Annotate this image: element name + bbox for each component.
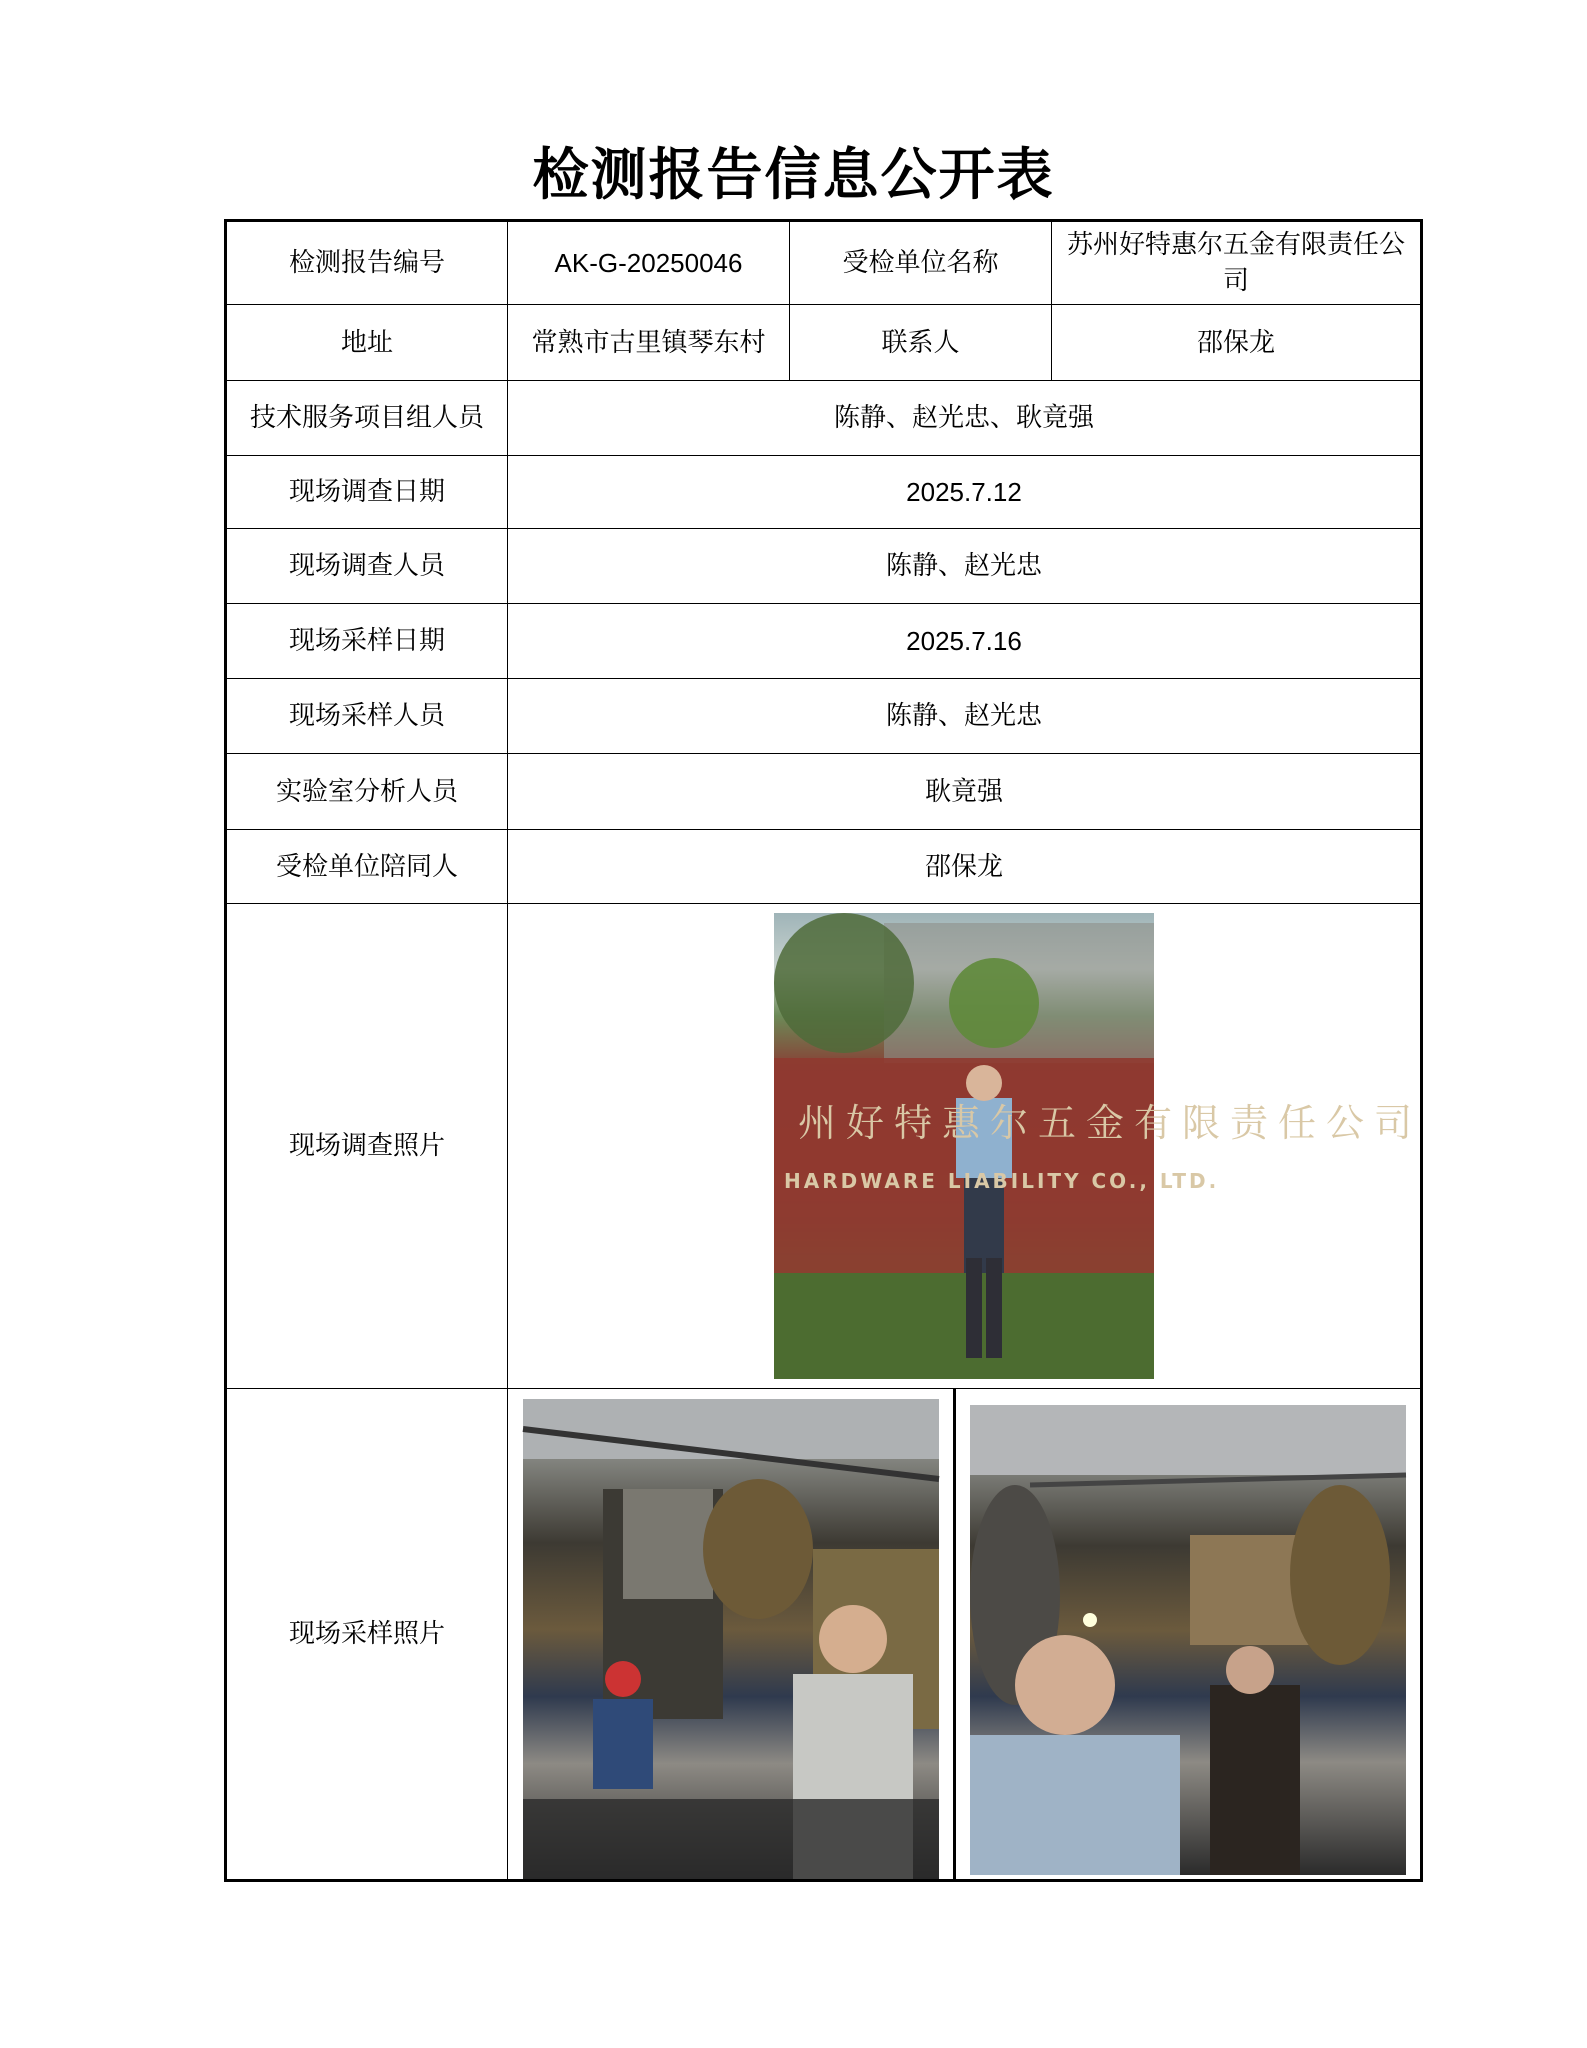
survey-photo-label: 现场调查照片 <box>226 904 508 1389</box>
survey-photo-scene <box>774 913 1154 1379</box>
sampling-photo-right-cell <box>953 1389 1420 1879</box>
page-title: 检测报告信息公开表 <box>532 142 1055 208</box>
sampling-date-label: 现场采样日期 <box>226 604 508 679</box>
unit-name-value: 苏州好特惠尔五金有限责任公司 <box>1052 221 1422 305</box>
sampling-staff-label: 现场采样人员 <box>226 679 508 754</box>
contact-value: 邵保龙 <box>1052 305 1422 381</box>
sampling-photo-cell <box>508 1389 1422 1881</box>
table-row <box>226 1389 1422 1881</box>
table-row <box>226 904 1422 1389</box>
survey-sign-text: 州好特惠尔五金有限责任公司 <box>798 1101 1423 1145</box>
survey-sign-text-en: HARDWARE LIABILITY CO., LTD. <box>784 1169 1220 1193</box>
team-value: 陈静、赵光忠、耿竟强 <box>508 381 1422 456</box>
report-no-label: 检测报告编号 <box>226 221 508 305</box>
report-table <box>224 219 1423 1882</box>
sampling-photo-2 <box>970 1405 1406 1875</box>
sampling-staff-value: 陈静、赵光忠 <box>508 679 1422 754</box>
survey-staff-label: 现场调查人员 <box>226 529 508 604</box>
survey-staff-value: 陈静、赵光忠 <box>508 529 1422 604</box>
unit-name-label: 受检单位名称 <box>790 221 1052 305</box>
sampling-photo-left-cell <box>508 1389 953 1879</box>
survey-photo-cell <box>508 904 1422 1389</box>
sampling-photo-label: 现场采样照片 <box>226 1389 508 1881</box>
survey-date-value: 2025.7.12 <box>508 456 1422 529</box>
table-row <box>226 604 1422 679</box>
survey-date-label: 现场调查日期 <box>226 456 508 529</box>
table-row <box>226 529 1422 604</box>
table-row <box>226 456 1422 529</box>
contact-label: 联系人 <box>790 305 1052 381</box>
sampling-date-value: 2025.7.16 <box>508 604 1422 679</box>
table-row <box>226 830 1422 904</box>
table-row <box>226 381 1422 456</box>
escort-label: 受检单位陪同人 <box>226 830 508 904</box>
sampling-photo-1 <box>523 1399 939 1879</box>
team-label: 技术服务项目组人员 <box>226 381 508 456</box>
table-row <box>226 754 1422 830</box>
table-row <box>226 305 1422 381</box>
survey-photo <box>774 913 1423 1379</box>
address-label: 地址 <box>226 305 508 381</box>
escort-value: 邵保龙 <box>508 830 1422 904</box>
table-row <box>226 221 1422 305</box>
address-value: 常熟市古里镇琴东村 <box>508 305 790 381</box>
report-no-value: AK-G-20250046 <box>508 221 790 305</box>
table-row <box>226 679 1422 754</box>
lab-staff-label: 实验室分析人员 <box>226 754 508 830</box>
lab-staff-value: 耿竟强 <box>508 754 1422 830</box>
